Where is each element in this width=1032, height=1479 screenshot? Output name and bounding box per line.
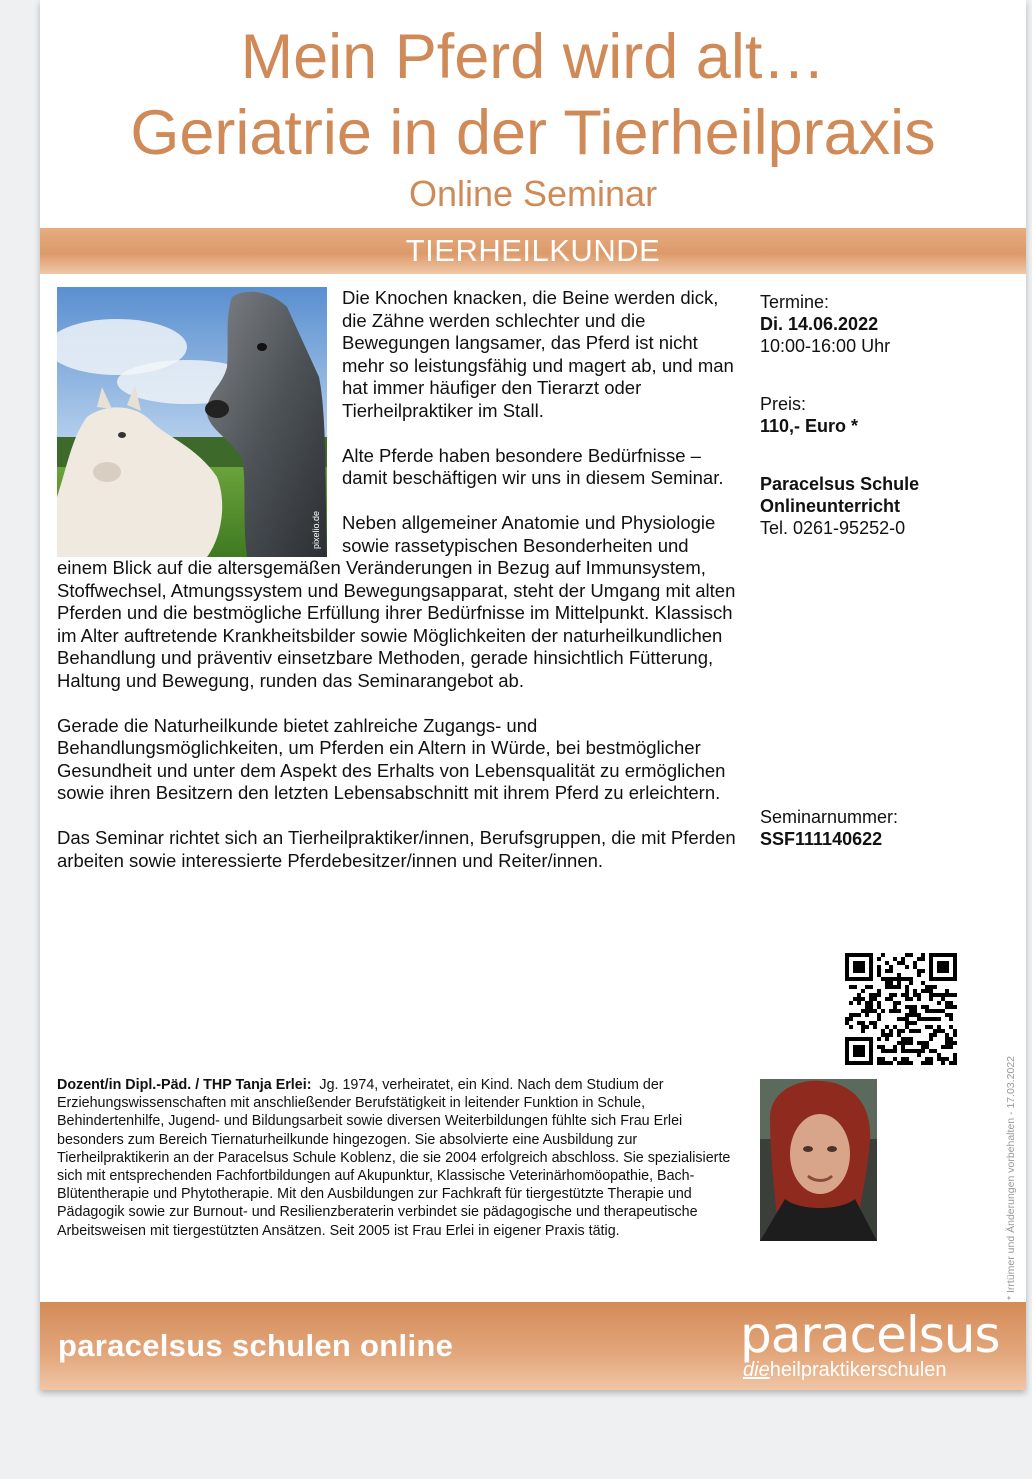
preis-label: Preis: xyxy=(760,394,807,414)
logo-subtitle xyxy=(743,1359,946,1382)
paragraph-3: Neben allgemeiner Anatomie und Physiologie sowie rassetypischen Besonderheiten und einem Blick auf die altersgemäßen Veränderungen in Bezug auf Immunsystem, Stoffwechsel, Atmungssystem und Bewegungsapparat, steht der Umgang mit alten Pferden und die bestmögliche Erfüllung ihrer Bedürfnisse im Mittelpunkt. Klassisch im Alter auftretende Krankheitsbilder sowie Möglichkeiten der naturheilkundlichen Behandlung und präventiv einsetzbare Methoden, gerade hinsichtlich Fütterung, Haltung und Bewegung, runden das Seminarangebot ab. xyxy=(57,512,736,691)
logo-sub: heilpraktikerschulen xyxy=(769,1359,947,1381)
paragraph-2: Alte Pferde haben besondere Bedürfnisse – damit beschäftigen wir uns in diesem Seminar. xyxy=(342,444,724,488)
footer-text: paracelsus schulen online xyxy=(58,1328,454,1363)
paragraph-5: Das Seminar richtet sich an Tierheilpraktiker/innen, Berufsgruppen, die mit Pferden arbeiten sowie interessierte Pferdebesitzer/innen und Reiter/innen. xyxy=(57,827,736,871)
image-spacer xyxy=(57,287,342,555)
title-line-1: Mein Pferd wird alt… xyxy=(240,22,826,92)
school-phone: Tel. 0261-95252-0 xyxy=(760,518,906,538)
school-block xyxy=(760,473,1010,539)
title-line-2: Geriatrie in der Tierheilpraxis xyxy=(130,98,936,168)
flyer-page xyxy=(40,0,1026,1390)
photo-watermark: pixelio.de xyxy=(311,510,321,549)
paragraph-4: Gerade die Naturheilkunde bietet zahlreiche Zugangs- und Behandlungsmöglichkeiten, um Pferden ein Altern in Würde, bei bestmöglicher Gesundheit und unter dem Aspekt des Erhalts von Lebensqualität zu ermöglichen sowie ihren Besitzern den letzten Lebensabschnitt mit ihrem Pferd zu erleichtern. xyxy=(57,714,726,803)
seminar-number: SSF111140622 xyxy=(760,829,883,849)
termine-time: 10:00-16:00 Uhr xyxy=(760,336,891,356)
school-name: Paracelsus Schule xyxy=(760,474,920,494)
paracelsus-logo[interactable]: paracelsus xyxy=(740,1306,1000,1364)
description-text xyxy=(57,287,737,895)
dozent-text: Jg. 1974, verheiratet, ein Kind. Nach dem Studium der Erziehungswissenschaften mit anschließender Berufstätigkeit in leitender Funktion in Schule, Behindertenhilfe, Jugend- und Bildungsarbeit sowie diversen Weiterbildungen fühlte sich Frau Erlei besonders zum Bereich Tiernaturheilkunde hingezogen. Sie absolvierte eine Ausbildung zur Tierheilpraktikerin an der Paracelsus Schule Koblenz, die sie 2004 erfolgreich abschloss. Sie spezialisierte sich mit entsprechenden Fachfortbildungen auf Akupunktur, Klassische Veterinärhomöopathie, Bach-Blütentherapie und Phytotherapie. Mit den Ausbildungen zur Fachkraft für tiergestützte Therapie und Pädagogik sowie zur Burnout- und Resilienzberaterin verbindet sie pädagogische und therapeutische Arbeitsweisen mit tiergestützten Ansätzen. Seit 2005 ist Frau Erlei in eigener Praxis tätig. xyxy=(57,1077,731,1239)
qr-code[interactable] xyxy=(845,953,957,1065)
disclaimer: * Irrtümer und Änderungen vorbehalten - 17.03.2022 xyxy=(1005,1056,1017,1300)
termine-date: Di. 14.06.2022 xyxy=(760,314,879,334)
school-mode: Onlineunterricht xyxy=(760,496,901,516)
dozent-portrait xyxy=(760,1079,877,1241)
paragraph-1: Die Knochen knacken, die Beine werden dick, die Zähne werden schlechter und die Bewegungen langsamer, das Pferd ist nicht mehr so leistungsfähig und magert ab, und man hat immer häufiger den Tierarzt oder Tierheilpraktiker im Stall. xyxy=(342,287,734,421)
dozent-bio xyxy=(57,1076,735,1240)
footer-band xyxy=(40,1302,1026,1390)
seminar-number-label: Seminarnummer: xyxy=(760,807,899,827)
dozent-label: Dozent/in Dipl.-Päd. / THP Tanja Erlei: xyxy=(57,1077,312,1093)
subtitle: Online Seminar xyxy=(408,173,658,214)
preis-block xyxy=(760,393,1010,437)
seminar-number-block xyxy=(760,806,1010,850)
category-band: TIERHEILKUNDE xyxy=(40,228,1026,274)
logo-die: die xyxy=(743,1359,770,1381)
termine-block xyxy=(760,291,1010,357)
preis-value: 110,- Euro * xyxy=(760,416,859,436)
termine-label: Termine: xyxy=(760,292,830,312)
